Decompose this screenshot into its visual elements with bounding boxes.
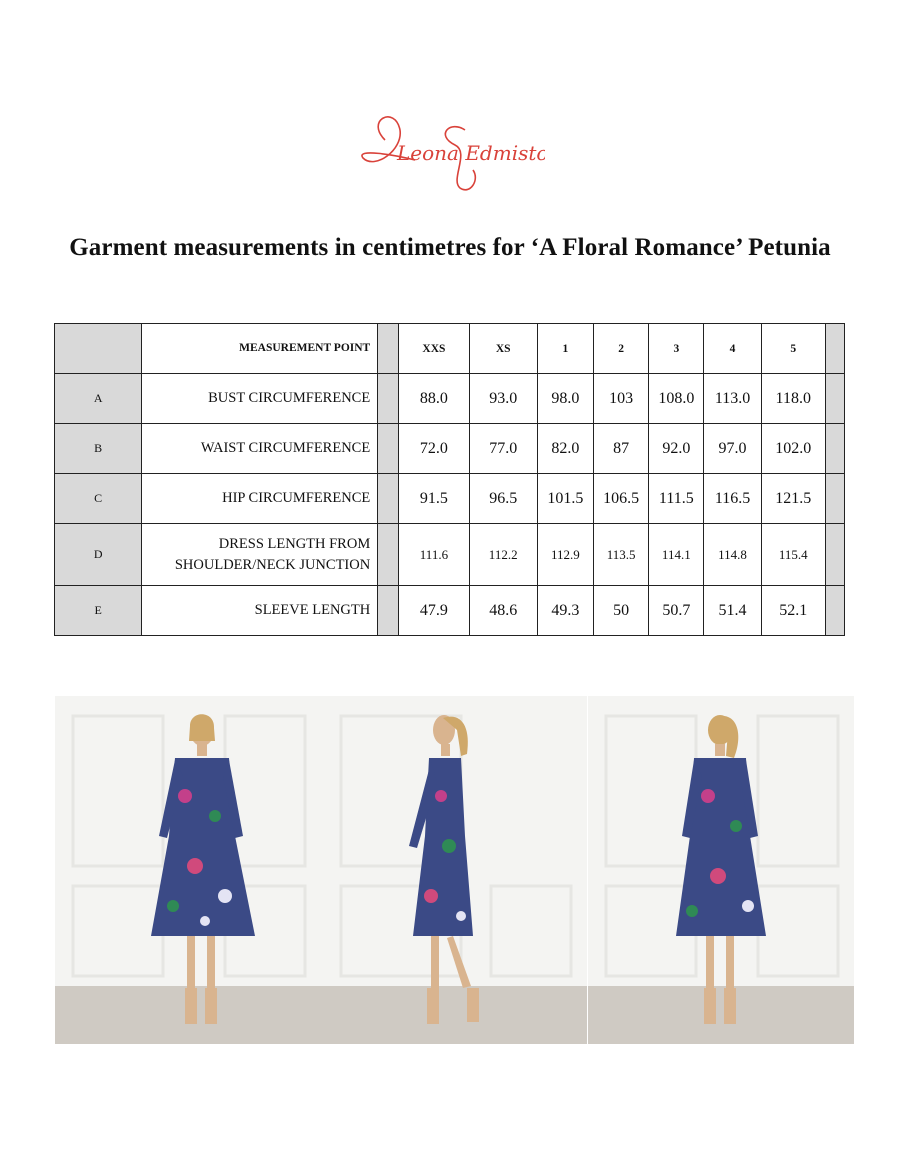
spacer-cell — [825, 374, 844, 424]
value-cell: 111.5 — [649, 474, 704, 524]
value-cell: 91.5 — [399, 474, 469, 524]
logo-wordmark: Leona Edmiston — [397, 141, 545, 165]
value-cell: 77.0 — [469, 424, 537, 474]
row-label-line: DRESS LENGTH FROM — [218, 535, 371, 552]
value-cell: 97.0 — [704, 424, 761, 474]
value-cell: 98.0 — [537, 374, 593, 424]
photo-back-view — [588, 696, 854, 1044]
value-cell: 114.1 — [649, 524, 704, 586]
spacer-cell — [378, 586, 399, 636]
value-cell: 112.9 — [537, 524, 593, 586]
spacer-cell — [378, 474, 399, 524]
spacer-cell — [378, 424, 399, 474]
row-label: WAIST CIRCUMFERENCE — [142, 424, 378, 474]
value-cell: 52.1 — [761, 586, 825, 636]
value-cell: 48.6 — [469, 586, 537, 636]
table-row — [55, 586, 845, 636]
value-cell: 118.0 — [761, 374, 825, 424]
table-row — [55, 474, 845, 524]
photo-side-view — [321, 696, 587, 1044]
size-header: XS — [469, 324, 537, 374]
row-code: D — [55, 524, 142, 586]
value-cell: 88.0 — [399, 374, 469, 424]
value-cell: 82.0 — [537, 424, 593, 474]
table-header-row — [55, 324, 845, 374]
spacer-cell — [825, 474, 844, 524]
spacer-cell — [378, 324, 399, 374]
row-code: A — [55, 374, 142, 424]
value-cell: 72.0 — [399, 424, 469, 474]
value-cell: 112.2 — [469, 524, 537, 586]
row-label: HIP CIRCUMFERENCE — [142, 474, 378, 524]
value-cell: 51.4 — [704, 586, 761, 636]
value-cell: 49.3 — [537, 586, 593, 636]
value-cell: 113.5 — [594, 524, 649, 586]
product-photos — [55, 696, 854, 1044]
value-cell: 116.5 — [704, 474, 761, 524]
brand-logo — [355, 100, 545, 200]
value-cell: 106.5 — [594, 474, 649, 524]
row-code: E — [55, 586, 142, 636]
spacer-cell — [825, 524, 844, 586]
value-cell: 92.0 — [649, 424, 704, 474]
page-title: Garment measurements in centimetres for ‘A Floral Romance’ Petunia — [69, 234, 831, 261]
value-cell: 121.5 — [761, 474, 825, 524]
value-cell: 115.4 — [761, 524, 825, 586]
value-cell: 103 — [594, 374, 649, 424]
size-header: 5 — [761, 324, 825, 374]
value-cell: 93.0 — [469, 374, 537, 424]
value-cell: 108.0 — [649, 374, 704, 424]
value-cell: 113.0 — [704, 374, 761, 424]
table-row — [55, 374, 845, 424]
header-corner-cell — [55, 324, 142, 374]
value-cell: 111.6 — [399, 524, 469, 586]
value-cell: 50.7 — [649, 586, 704, 636]
spacer-cell — [825, 424, 844, 474]
table-row — [55, 424, 845, 474]
row-label — [142, 524, 378, 586]
value-cell: 47.9 — [399, 586, 469, 636]
row-code: C — [55, 474, 142, 524]
size-header: XXS — [399, 324, 469, 374]
size-header: 3 — [649, 324, 704, 374]
row-code: B — [55, 424, 142, 474]
row-label: SLEEVE LENGTH — [142, 586, 378, 636]
measurement-point-header: MEASUREMENT POINT — [142, 324, 378, 374]
spacer-cell — [825, 324, 844, 374]
value-cell: 96.5 — [469, 474, 537, 524]
photo-front-view — [55, 696, 321, 1044]
spacer-cell — [825, 586, 844, 636]
size-header: 1 — [537, 324, 593, 374]
value-cell: 101.5 — [537, 474, 593, 524]
size-header: 4 — [704, 324, 761, 374]
measurements-table — [54, 323, 845, 636]
size-header: 2 — [594, 324, 649, 374]
value-cell: 87 — [594, 424, 649, 474]
spacer-cell — [378, 524, 399, 586]
row-label: BUST CIRCUMFERENCE — [142, 374, 378, 424]
value-cell: 50 — [594, 586, 649, 636]
value-cell: 114.8 — [704, 524, 761, 586]
table-row — [55, 524, 845, 586]
value-cell: 102.0 — [761, 424, 825, 474]
spacer-cell — [378, 374, 399, 424]
row-label-line: SHOULDER/NECK JUNCTION — [174, 556, 371, 573]
